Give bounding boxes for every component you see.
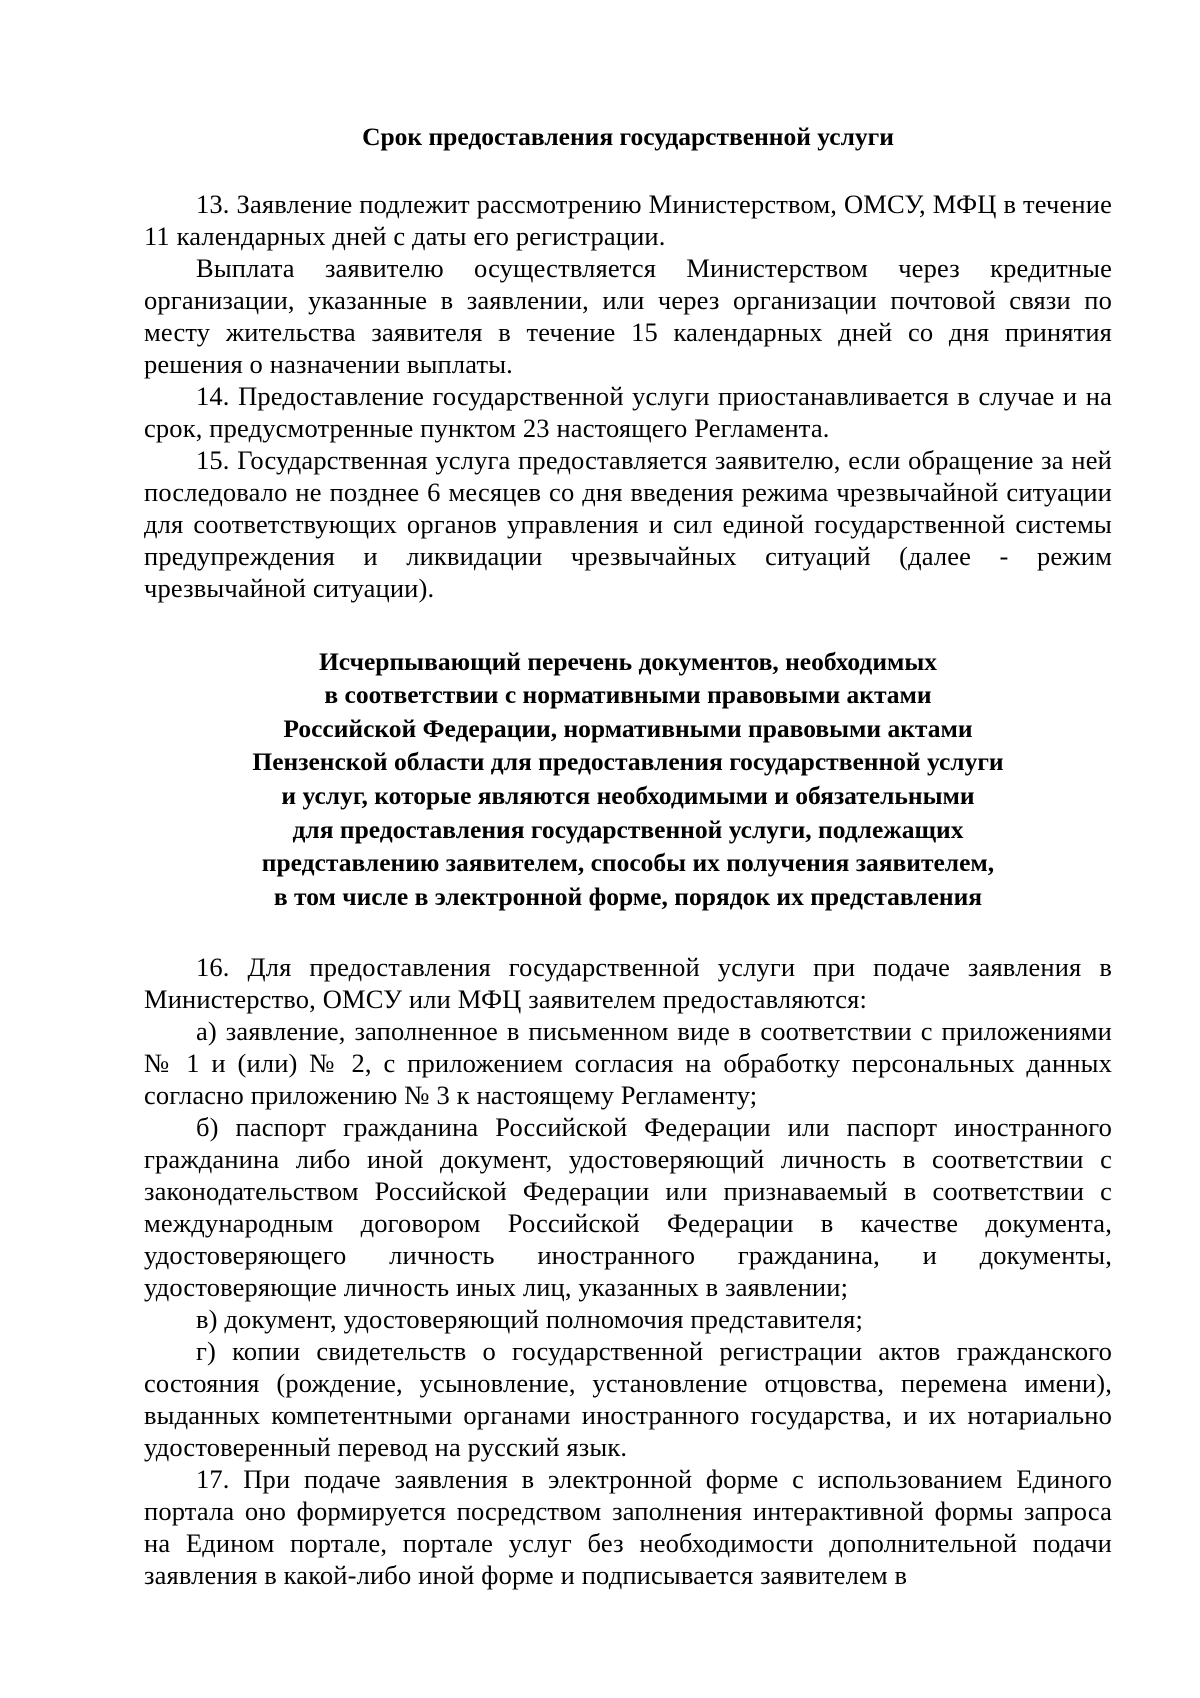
heading-line: Исчерпывающий перечень документов, необходимых (318, 646, 938, 676)
paragraph-17: 17. При подаче заявления в электронной форме с использованием Единого портала оно формируется посредством заполнения интерактивной формы запроса на Едином портале, портале услуг без необходимости дополнительной подачи заявления в какой-либо иной форме и подписывается заявителем в (144, 1464, 1112, 1591)
document-page (144, 120, 1112, 1591)
section-heading-service-term: Срок предоставления государственной услуги (362, 122, 894, 151)
paragraph-13: 13. Заявление подлежит рассмотрению Министерством, ОМСУ, МФЦ в течение 11 календарных дней с даты его регистрации. (144, 188, 1112, 251)
paragraph-16-b: б) паспорт гражданина Российской Федерации или паспорт иностранного гражданина либо иной документ, удостоверяющий личность в соответствии с законодательством Российской Федерации или признаваемый в соответствии с международным договором Российской Федерации в качестве документа, удостоверяющего личность иностранного гражданина, и документы, удостоверяющие личность иных лиц, указанных в заявлении; (144, 1112, 1112, 1303)
paragraph-payment: Выплата заявителю осуществляется Министерством через кредитные организации, указанные в заявлении, или через организации почтовой связи по месту жительства заявителя в течение 15 календарных дней со дня принятия решения о назначении выплаты. (144, 252, 1112, 379)
heading-line: в том числе в электронной форме, порядок их представления (273, 881, 983, 911)
heading-line: представлению заявителем, способы их получения заявителем, (261, 848, 995, 878)
heading-line: Российской Федерации, нормативными правовыми актами (283, 713, 973, 743)
paragraph-15: 15. Государственная услуга предоставляется заявителю, если обращение за ней последовало не позднее 6 месяцев со дня введения режима чрезвычайной ситуации для соответствующих органов управления и сил единой государственной системы предупреждения и ликвидации чрезвычайных ситуаций (далее - режим чрезвычайной ситуации). (144, 444, 1112, 603)
paragraph-16-v: в) документ, удостоверяющий полномочия представителя; (196, 1304, 864, 1335)
paragraph-16-g: г) копии свидетельств о государственной регистрации актов гражданского состояния (рождение, усыновление, установление отцовства, перемена имени), выданных компетентными органами иностранного государства, и их нотариально удостоверенный перевод на русский язык. (144, 1336, 1112, 1463)
paragraph-16: 16. Для предоставления государственной услуги при подаче заявления в Министерство, ОМСУ или МФЦ заявителем предоставляются: (144, 952, 1112, 1015)
heading-line: для предоставления государственной услуги, подлежащих (292, 814, 964, 844)
heading-line: и услуг, которые являются необходимыми и обязательными (281, 780, 975, 810)
heading-line: Пензенской области для предоставления государственной услуги (252, 747, 1004, 777)
paragraph-14: 14. Предоставление государственной услуги приостанавливается в случае и на срок, предусмотренные пунктом 23 настоящего Регламента. (144, 380, 1112, 443)
heading-line: в соответствии с нормативными правовыми актами (324, 680, 932, 710)
paragraph-16-a: а) заявление, заполненное в письменном виде в соответствии с приложениями № 1 и (или) № 2, с приложением согласия на обработку персональных данных согласно приложению № 3 к настоящему Регламенту; (144, 1016, 1112, 1111)
section-heading-document-list (144, 645, 1112, 914)
